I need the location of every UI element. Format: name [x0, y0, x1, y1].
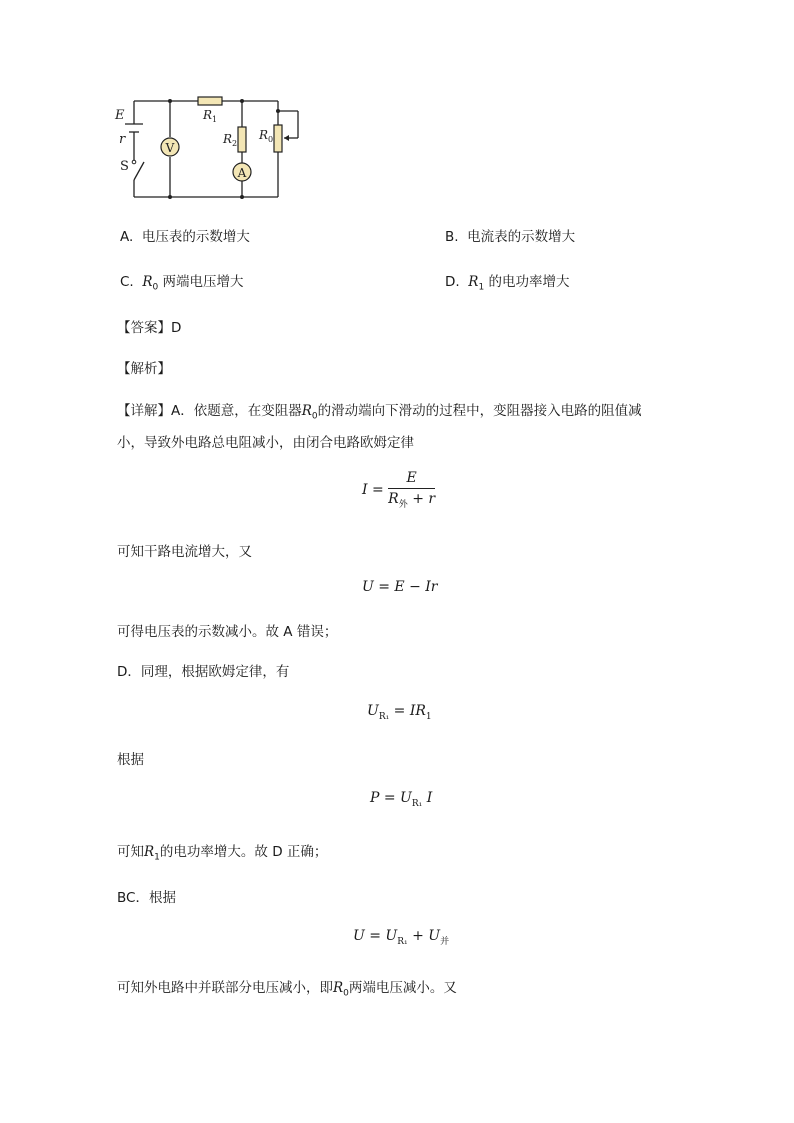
detail-line-7: 可知$R_1$的电功率增大。故 D 正确；: [117, 844, 328, 863]
internal-resistance-label: r: [119, 132, 126, 147]
equation-ohm-closed-circuit: I = $\frac{E}{R_外 + r}$: [362, 470, 436, 510]
detail-label: 【详解】: [117, 403, 171, 419]
voltmeter-label: V: [165, 141, 175, 155]
equation-r1-voltage: $U_{R_1} = IR_1$: [367, 703, 432, 722]
detail-line-5: D．同理，根据欧姆定律，有: [117, 664, 290, 680]
emf-label: E: [115, 108, 125, 123]
option-a-text: 电压表的示数增大: [141, 229, 250, 245]
detail-line-3: 可知干路电流增大，又: [117, 544, 252, 560]
r2-label: R: [223, 132, 233, 146]
option-d: D. $R_1$ 的电功率增大: [445, 274, 570, 293]
switch-label: S: [120, 159, 129, 174]
answer-line: [117, 316, 181, 336]
option-b-text: 电流表的示数增大: [467, 229, 576, 245]
detail-line-6: 根据: [117, 752, 144, 768]
option-d-text: 的电功率增大: [488, 274, 570, 290]
equation-power: $P = U_{R_1}$ I: [370, 790, 433, 809]
option-c-text: 两端电压增大: [162, 274, 244, 290]
ammeter-label: A: [237, 166, 247, 180]
circuit-diagram: [112, 92, 312, 204]
option-b: B. 电流表的示数增大: [445, 229, 576, 245]
svg-text:R2: $R_2$: [223, 132, 238, 148]
detail-line-2: 小，导致外电路总电阻减小，由闭合电路欧姆定律: [117, 435, 414, 451]
answer-label: 【答案】: [117, 320, 171, 336]
option-c: C. $R_0$ 两端电压增大: [120, 274, 244, 293]
svg-text:R0: $R_0$: [259, 128, 274, 144]
equation-terminal-voltage: U = E − Ir: [362, 579, 438, 595]
equation-voltage-sum: $U = U_{R_1} + U_并$: [353, 928, 450, 947]
answer-value: D: [171, 320, 182, 336]
detail-line-9: 可知外电路中并联部分电压减小，即$R_0$两端电压减小。又: [117, 980, 457, 999]
option-a: A. 电压表的示数增大: [120, 229, 250, 245]
svg-text:R1: $R_1$: [203, 108, 218, 124]
analysis-label: 【解析】: [117, 361, 171, 377]
r1-label: R: [203, 108, 213, 122]
detail-line-1: 【详解】A．依题意，在变阻器$R_0$的滑动端向下滑动的过程中，变阻器接入电路的阻值减: [117, 403, 642, 422]
detail-line-4: 可得电压表的示数减小。故 A 错误；: [117, 624, 338, 640]
r0-label: R: [259, 128, 269, 142]
detail-line-8: BC．根据: [117, 890, 176, 906]
